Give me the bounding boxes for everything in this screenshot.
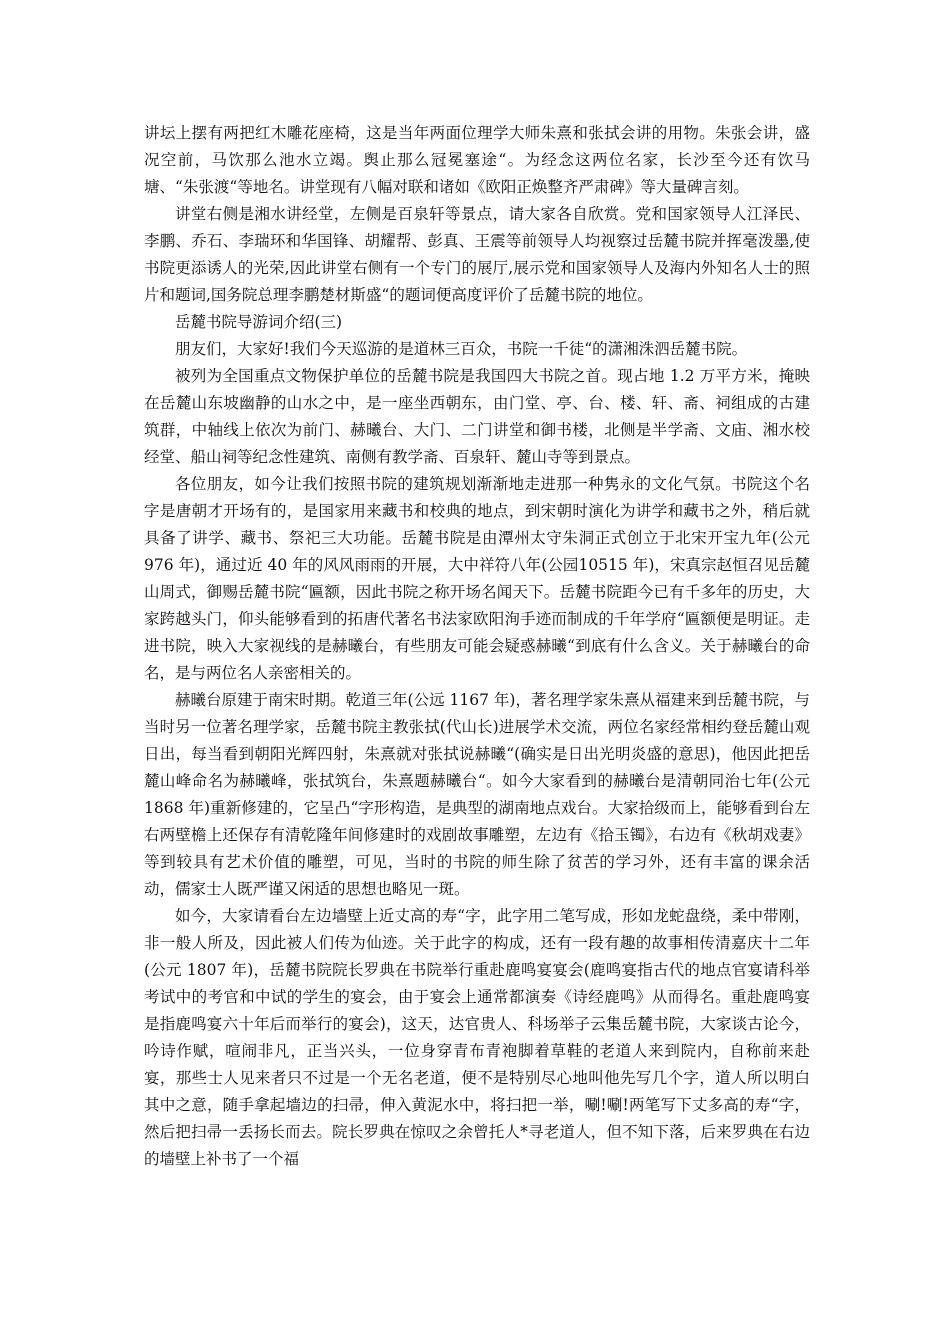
paragraph-longevity-character: 如今，大家请看台左边墙壁上近丈高的寿“字，此字用二笔写成，形如龙蛇盘绕，柔中带刚，非一般人所及，因此被人们传为仙迹。关于此字的构成，还有一段有趣的故事相传清嘉庆十二年(公元 1807 年)，岳麓书院院长罗典在书院举行重赴鹿鸣宴宴会(鹿鸣宴指古代的地点官宴请科举考试中的考官和中试的学生的宴会，由于宴会上通常都演奏《诗经鹿鸣》从而得名。重赴鹿鸣宴是指鹿鸣宴六十年后而举行的宴会)，这天，达官贵人、科场举子云集岳麓书院，大家谈古论今，吟诗作赋，喧闹非凡，正当兴头，一位身穿青布青袍脚着草鞋的老道人来到院内，自称前来赴宴，那些士人见来者只不过是一个无名老道，便不是特别尽心地叫他先写几个字，道人所以明白其中之意，随手拿起墙边的扫帚，伸入黄泥水中，将扫把一举，唰!唰!两笔写下丈多高的寿“字，然后把扫帚一丢扬长而去。院长罗典在惊叹之余曾托人*寻老道人，但不知下落，后来罗典在右边的墙壁上补书了一个福 (144, 907, 810, 1168)
paragraph-hexi-terrace: 赫曦台原建于南宋时期。乾道三年(公远 1167 年)，著名理学家朱熹从福建来到岳麓书院，与当时另一位著名理学家，岳麓书院主教张拭(代山长)进展学术交流，两位名家经常相约登岳麓山观日出，每当看到朝阳光辉四射，朱熹就对张拭说赫曦“(确实是日出光明炎盛的意思)，他因此把岳麓山峰命名为赫曦峰，张拭筑台，朱熹题赫曦台“。如今大家看到的赫曦台是清朝同治七年(公元 1868 年)重新修建的，它呈凸“字形构造，是典型的湖南地点戏台。大家拾级而上，能够看到台左右两壁檐上还保存有清乾隆年间修建时的戏剧故事雕塑，左边有《拾玉镯》，右边有《秋胡戏妻》等到较具有艺术价值的雕塑，可见，当时的书院的师生除了贫苦的学习外，还有丰富的课余活动，儒家士人既严谨又闲适的思想也略见一斑。 (144, 691, 810, 898)
paragraph-overview: 被列为全国重点文物保护单位的岳麓书院是我国四大书院之首。现占地 1.2 万平方米，掩映在岳麓山东坡幽静的山水之中，是一座坐西朝东，由门堂、亭、台、楼、轩、斋、祠组成的古建筑群，中轴线上依次为前门、赫曦台、大门、二门讲堂和御书楼，北侧是半学斋、文庙、湘水校经堂、船山祠等纪念性建筑、南侧有教学斋、百泉轩、麓山寺等到景点。 (144, 367, 810, 466)
paragraph-greeting: 朋友们，大家好!我们今天巡游的是道林三百众，书院一千徒“的潇湘洙泗岳麓书院。 (175, 340, 748, 358)
paragraph-right-side-hall: 讲堂右侧是湘水讲经堂，左侧是百泉轩等景点，请大家各自欣赏。党和国家领导人江泽民、李鹏、乔石、李瑞环和华国锋、胡耀帮、彭真、王震等前领导人均视察过岳麓书院并挥毫泼墨,使书院更添诱人的光荣,因此讲堂右侧有一个专门的展厅,展示党和国家领导人及海内外知名人士的照片和题词,国务院总理李鹏楚材斯盛“的题词便高度评价了岳麓书院的地位。 (144, 205, 810, 304)
section-heading: 岳麓书院导游词介绍(三) (175, 313, 343, 331)
paragraph-lecture-hall-chairs: 讲坛上摆有两把红木雕花座椅，这是当年两面位理学大师朱熹和张拭会讲的用物。朱张会讲，盛况空前，马饮那么池水立竭。舆止那么冠冕塞途“。为经念这两位名家，长沙至今还有饮马塘、“朱张渡“等地名。讲堂现有八幅对联和诸如《欧阳正焕整齐严肃碑》等大量碑言刻。 (144, 124, 810, 196)
document-body (144, 120, 810, 1173)
paragraph-history: 各位朋友，如今让我们按照书院的建筑规划渐渐地走进那一种隽永的文化气氛。书院这个名字是唐朝才开场有的，是国家用来藏书和校典的地点，到宋朝时演化为讲学和藏书之外，稍后就具备了讲学、藏书、祭祀三大功能。岳麓书院是由潭州太守朱洞正式创立于北宋开宝九年(公元 976 年)，通过近 40 年的风风雨雨的开展，大中祥符八年(公园10515 年)，宋真宗赵恒召见岳麓山周式，御赐岳麓书院“匾额，因此书院之称开场名闻天下。岳麓书院距今已有千多年的历史，大家跨越头门，仰头能够看到的拓唐代著名书法家欧阳洵手迹而制成的千年学府“匾额便是明证。走进书院，映入大家视线的是赫曦台，有些朋友可能会疑惑赫曦“到底有什么含义。关于赫曦台的命名，是与两位名人亲密相关的。 (144, 475, 810, 682)
